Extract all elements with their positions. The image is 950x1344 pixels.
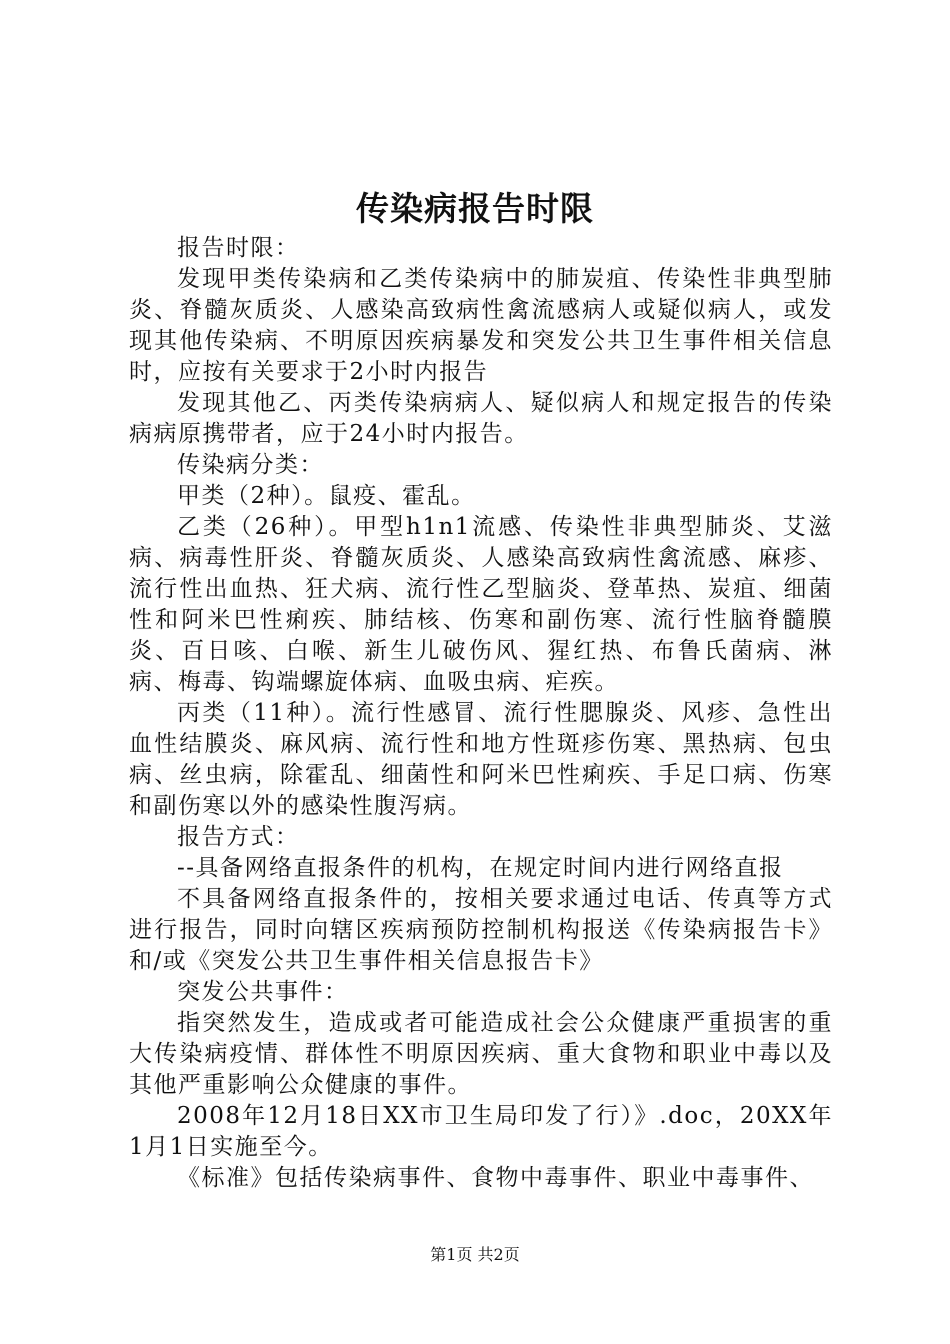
paragraph-standard-scope: 《标准》包括传染病事件、食物中毒事件、职业中毒事件、 bbox=[177, 1165, 814, 1191]
paragraph-offline-report: 不具备网络直报条件的，按相关要求通过电话、传真等方式进行报告，同时向辖区疾病预防控制机构报送《传染病报告卡》和/或《突发公共卫生事件相关信息报告卡》 bbox=[129, 886, 833, 974]
paragraph-online-report: --具备网络直报条件的机构，在规定时间内进行网络直报 bbox=[177, 855, 784, 881]
paragraph-class-b: 乙类（26种）。甲型h1n1流感、传染性非典型肺炎、艾滋病、病毒性肝炎、脊髓灰质炎、人感染高致病性禽流感、麻疹、流行性出血热、狂犬病、流行性乙型脑炎、登革热、炭疽、细菌性和阿米巴性痢疾、肺结核、伤寒和副伤寒、流行性脑脊髓膜炎、百日咳、白喉、新生儿破伤风、猩红热、布鲁氏菌病、淋病、梅毒、钩端螺旋体病、血吸虫病、疟疾。 bbox=[129, 514, 833, 695]
paragraph-report-deadline-heading: 报告时限： bbox=[177, 235, 300, 261]
paragraph-public-event-heading: 突发公共事件： bbox=[177, 979, 349, 1005]
document-body bbox=[129, 233, 833, 1194]
paragraph-public-event-definition: 指突然发生，造成或者可能造成社会公众健康严重损害的重大传染病疫情、群体性不明原因疾病、重大食物和职业中毒以及其他严重影响公众健康的事件。 bbox=[129, 1010, 833, 1098]
paragraph-two-hour-report: 发现甲类传染病和乙类传染病中的肺炭疽、传染性非典型肺炎、脊髓灰质炎、人感染高致病性禽流感病人或疑似病人，或发现其他传染病、不明原因疾病暴发和突发公共卫生事件相关信息时，应按有关要求于2小时内报告 bbox=[129, 266, 833, 385]
paragraph-classification-heading: 传染病分类： bbox=[177, 452, 324, 478]
document-title: 传染病报告时限 bbox=[356, 189, 594, 228]
paragraph-class-c: 丙类（11种）。流行性感冒、流行性腮腺炎、风疹、急性出血性结膜炎、麻风病、流行性和地方性斑疹伤寒、黑热病、包虫病、丝虫病，除霍乱、细菌性和阿米巴性痢疾、手足口病、伤寒和副伤寒以外的感染性腹泻病。 bbox=[129, 700, 833, 819]
page-number-footer: 第1页 共2页 bbox=[430, 1245, 520, 1264]
paragraph-class-a: 甲类（2种）。鼠疫、霍乱。 bbox=[177, 483, 476, 509]
paragraph-report-method-heading: 报告方式： bbox=[177, 824, 300, 850]
paragraph-issue-date: 2008年12月18日XX市卫生局印发了行）》.doc，20XX年1月1日实施至今。 bbox=[129, 1103, 833, 1160]
paragraph-24-hour-report: 发现其他乙、丙类传染病病人、疑似病人和规定报告的传染病病原携带者，应于24小时内报告。 bbox=[129, 390, 833, 447]
